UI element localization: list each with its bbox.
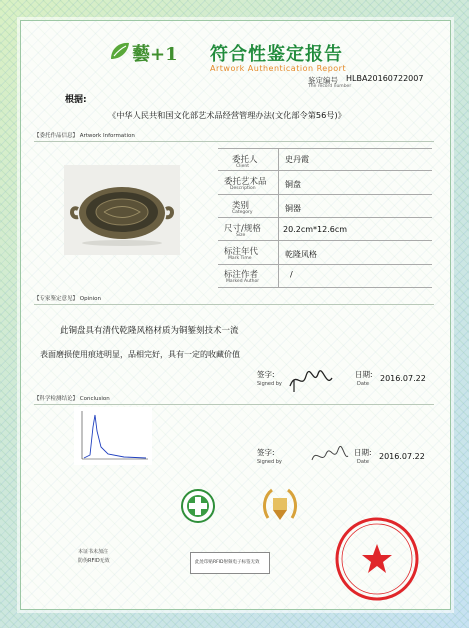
info-table-line — [218, 217, 432, 218]
period-label-en: Mark Time — [228, 256, 252, 261]
info-table-divider — [278, 148, 279, 287]
info-table-line — [218, 194, 432, 195]
conclusion-section-header — [34, 394, 434, 405]
author-label: 标注作者 — [224, 270, 259, 280]
info-table-line — [218, 148, 432, 149]
record-number-label-en: The record number — [308, 84, 352, 89]
info-table-line — [218, 264, 432, 265]
conclusion-date-label: 日期: — [354, 448, 372, 457]
record-number: HLBA20160722007 — [346, 74, 424, 83]
page-title: 符合性鉴定报告 — [210, 44, 343, 65]
description-label-en: Description — [230, 186, 256, 191]
spectrum-chart-image — [74, 407, 152, 465]
period-label: 标注年代 — [224, 247, 259, 257]
conclusion-date-label-en: Date — [357, 459, 369, 465]
category-label-en: Category — [232, 210, 253, 215]
conclusion-sign-label-en: Signed by — [257, 459, 282, 465]
rfid-sticker-box — [190, 552, 270, 574]
author-label-en: Marked Author — [226, 279, 260, 284]
record-number-label: 鉴定编号 — [308, 76, 338, 85]
opinion-date-value: 2016.07.22 — [380, 374, 426, 383]
artwork-photo — [64, 165, 180, 255]
info-section-label: 【委托作品信息】 Artwork Information — [34, 133, 135, 139]
info-section-header — [34, 131, 434, 142]
client-label: 委托人 — [232, 155, 258, 165]
author-value: / — [290, 270, 293, 279]
opinion-date-label: 日期: — [355, 370, 373, 379]
logo-text: 藝+1 — [132, 44, 178, 65]
client-value: 史丹霞 — [285, 155, 309, 164]
opinion-date-label-en: Date — [357, 381, 369, 387]
client-label-en: Client — [236, 164, 250, 169]
info-table-line — [218, 287, 432, 288]
period-value: 乾隆风格 — [285, 250, 317, 259]
page-subtitle: Artwork Authentication Report — [210, 64, 347, 73]
rfid-sticker-text: 此处印贴RFID射频电子标签无效 — [195, 560, 260, 565]
info-table-line — [218, 170, 432, 171]
category-label: 类别 — [232, 201, 250, 211]
green-seal-emblem — [180, 488, 216, 524]
gold-laurel-emblem — [260, 486, 300, 526]
opinion-signature — [286, 366, 334, 394]
footer-note-1: 本证书未加注 — [78, 549, 109, 555]
basis-text: 《中华人民共和国文化部艺术品经营管理办法(文化部令第56号)》 — [108, 110, 346, 120]
size-label-en: Size — [236, 233, 246, 238]
description-value: 铜盘 — [285, 180, 301, 189]
opinion-section-header — [34, 294, 434, 305]
red-company-stamp — [334, 516, 420, 602]
opinion-sign-label: 签字: — [257, 370, 275, 379]
basis-label: 根据: — [65, 95, 87, 105]
category-value: 铜器 — [285, 204, 301, 213]
conclusion-section-label: 【科学检测结论】 Conclusion — [34, 396, 110, 402]
size-label: 尺寸/规格 — [224, 224, 261, 234]
conclusion-sign-label: 签字: — [257, 448, 275, 457]
footer-note-2: 防伪RFID无效 — [78, 558, 110, 564]
size-value: 20.2cm*12.6cm — [283, 225, 348, 234]
conclusion-signature — [308, 442, 350, 468]
info-table-line — [218, 240, 432, 241]
opinion-line-2: 表面磨损使用痕迹明显，品相完好，具有一定的收藏价值 — [40, 350, 240, 359]
conclusion-date-value: 2016.07.22 — [379, 452, 425, 461]
description-label: 委托艺术品 — [224, 177, 267, 187]
opinion-section-label: 【专家鉴定意见】 Opinion — [34, 296, 101, 302]
opinion-line-1: 此铜盘具有清代乾隆风格材质为铜錾刻技术一流 — [60, 326, 239, 336]
opinion-sign-label-en: Signed by — [257, 381, 282, 387]
logo-leaf-icon — [108, 40, 132, 62]
